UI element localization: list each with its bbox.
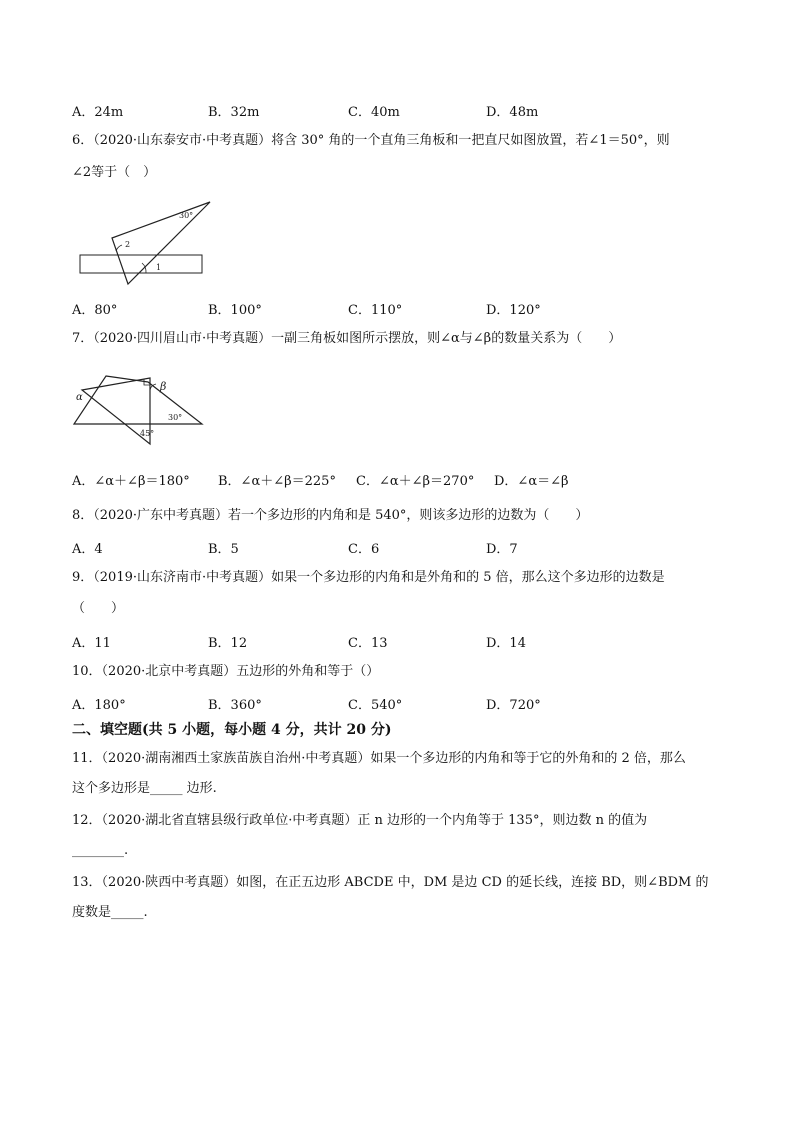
q9-option-b: B．12	[208, 636, 248, 651]
q5-option-b: B．32m	[208, 105, 260, 120]
q9-stem-line1: 9．（2019·山东济南市·中考真题）如果一个多边形的内角和是外角和的 5 倍，那么这个多边形的边数是	[72, 570, 665, 585]
q10-option-b: B．360°	[208, 698, 262, 713]
q7-label-beta: β	[160, 380, 167, 393]
q7-label-45: 45°	[140, 429, 155, 438]
q7-label-alpha: α	[76, 392, 83, 403]
q6-angle2-arc	[116, 245, 122, 251]
q7-option-d: D．∠α＝∠β	[494, 474, 569, 489]
q6-label-2: 2	[125, 240, 131, 249]
q10-option-c: C．540°	[348, 698, 403, 713]
q6-label-1: 1	[156, 263, 162, 272]
q5-option-d: D．48m	[486, 105, 539, 120]
q6-option-c: C．110°	[348, 303, 403, 318]
q9-option-d: D．14	[486, 636, 526, 651]
q6-stem-line2: ∠2等于（ ）	[72, 165, 157, 180]
q6-option-b: B．100°	[208, 303, 262, 318]
q10-option-a: A．180°	[72, 698, 126, 713]
section2-heading: 二、填空题(共 5 小题，每小题 4 分，共计 20 分)	[72, 722, 392, 738]
q7-figure	[70, 366, 210, 446]
q10-option-d: D．720°	[486, 698, 541, 713]
q9-option-a: A．11	[72, 636, 111, 651]
q11-stem-line2: 这个多边形是_____ 边形.	[72, 781, 217, 796]
q9-stem-line2: （ ）	[72, 601, 125, 616]
q6-option-d: D．120°	[486, 303, 541, 318]
q8-stem-line1: 8．（2020·广东中考真题）若一个多边形的内角和是 540°，则该多边形的边数为（ ）	[72, 508, 589, 523]
q6-option-a: A．80°	[72, 303, 118, 318]
q7-label-30: 30°	[168, 413, 183, 422]
q6-label-30: 30°	[179, 211, 194, 220]
q8-option-b: B．5	[208, 542, 239, 557]
q8-option-a: A．4	[72, 542, 103, 557]
q6-stem-line1: 6．（2020·山东泰安市·中考真题）将含 30° 角的一个直角三角板和一把直尺如图放置，若∠1＝50°，则	[72, 133, 670, 148]
q7-option-b: B．∠α＋∠β＝225°	[218, 474, 336, 489]
q5-option-a: A．24m	[72, 105, 124, 120]
q10-stem-line1: 10．（2020·北京中考真题）五边形的外角和等于（）	[72, 664, 380, 679]
q9-option-c: C．13	[348, 636, 388, 651]
q8-option-c: C．6	[348, 542, 380, 557]
q10-options	[72, 694, 712, 712]
q13-stem-line1: 13．（2020·陕西中考真题）如图，在正五边形 ABCDE 中，DM 是边 CD 的延长线，连接 BD，则∠BDM 的	[72, 875, 709, 890]
q6-figure	[76, 196, 216, 288]
q7-option-a: A．∠α＋∠β＝180°	[72, 474, 190, 489]
q7-option-c: C．∠α＋∠β＝270°	[356, 474, 475, 489]
q6-options	[72, 299, 712, 317]
q13-stem-line2: 度数是_____.	[72, 905, 148, 920]
q9-options	[72, 632, 712, 650]
q8-options	[72, 538, 712, 556]
q7-stem-line1: 7．（2020·四川眉山市·中考真题）一副三角板如图所示摆放，则∠α与∠β的数量关系为（ ）	[72, 331, 622, 346]
q12-stem-line2: ________.	[72, 843, 129, 858]
q12-stem-line1: 12．（2020·湖北省直辖县级行政单位·中考真题）正 n 边形的一个内角等于 135°，则边数 n 的值为	[72, 813, 648, 828]
q5-option-c: C．40m	[348, 105, 400, 120]
q7-options	[72, 470, 712, 488]
q5-options	[72, 101, 712, 119]
q11-stem-line1: 11．（2020·湖南湘西土家族苗族自治州·中考真题）如果一个多边形的内角和等于它的外角和的 2 倍，那么	[72, 751, 686, 766]
q8-option-d: D．7	[486, 542, 518, 557]
q7-triangle-30	[74, 376, 202, 424]
